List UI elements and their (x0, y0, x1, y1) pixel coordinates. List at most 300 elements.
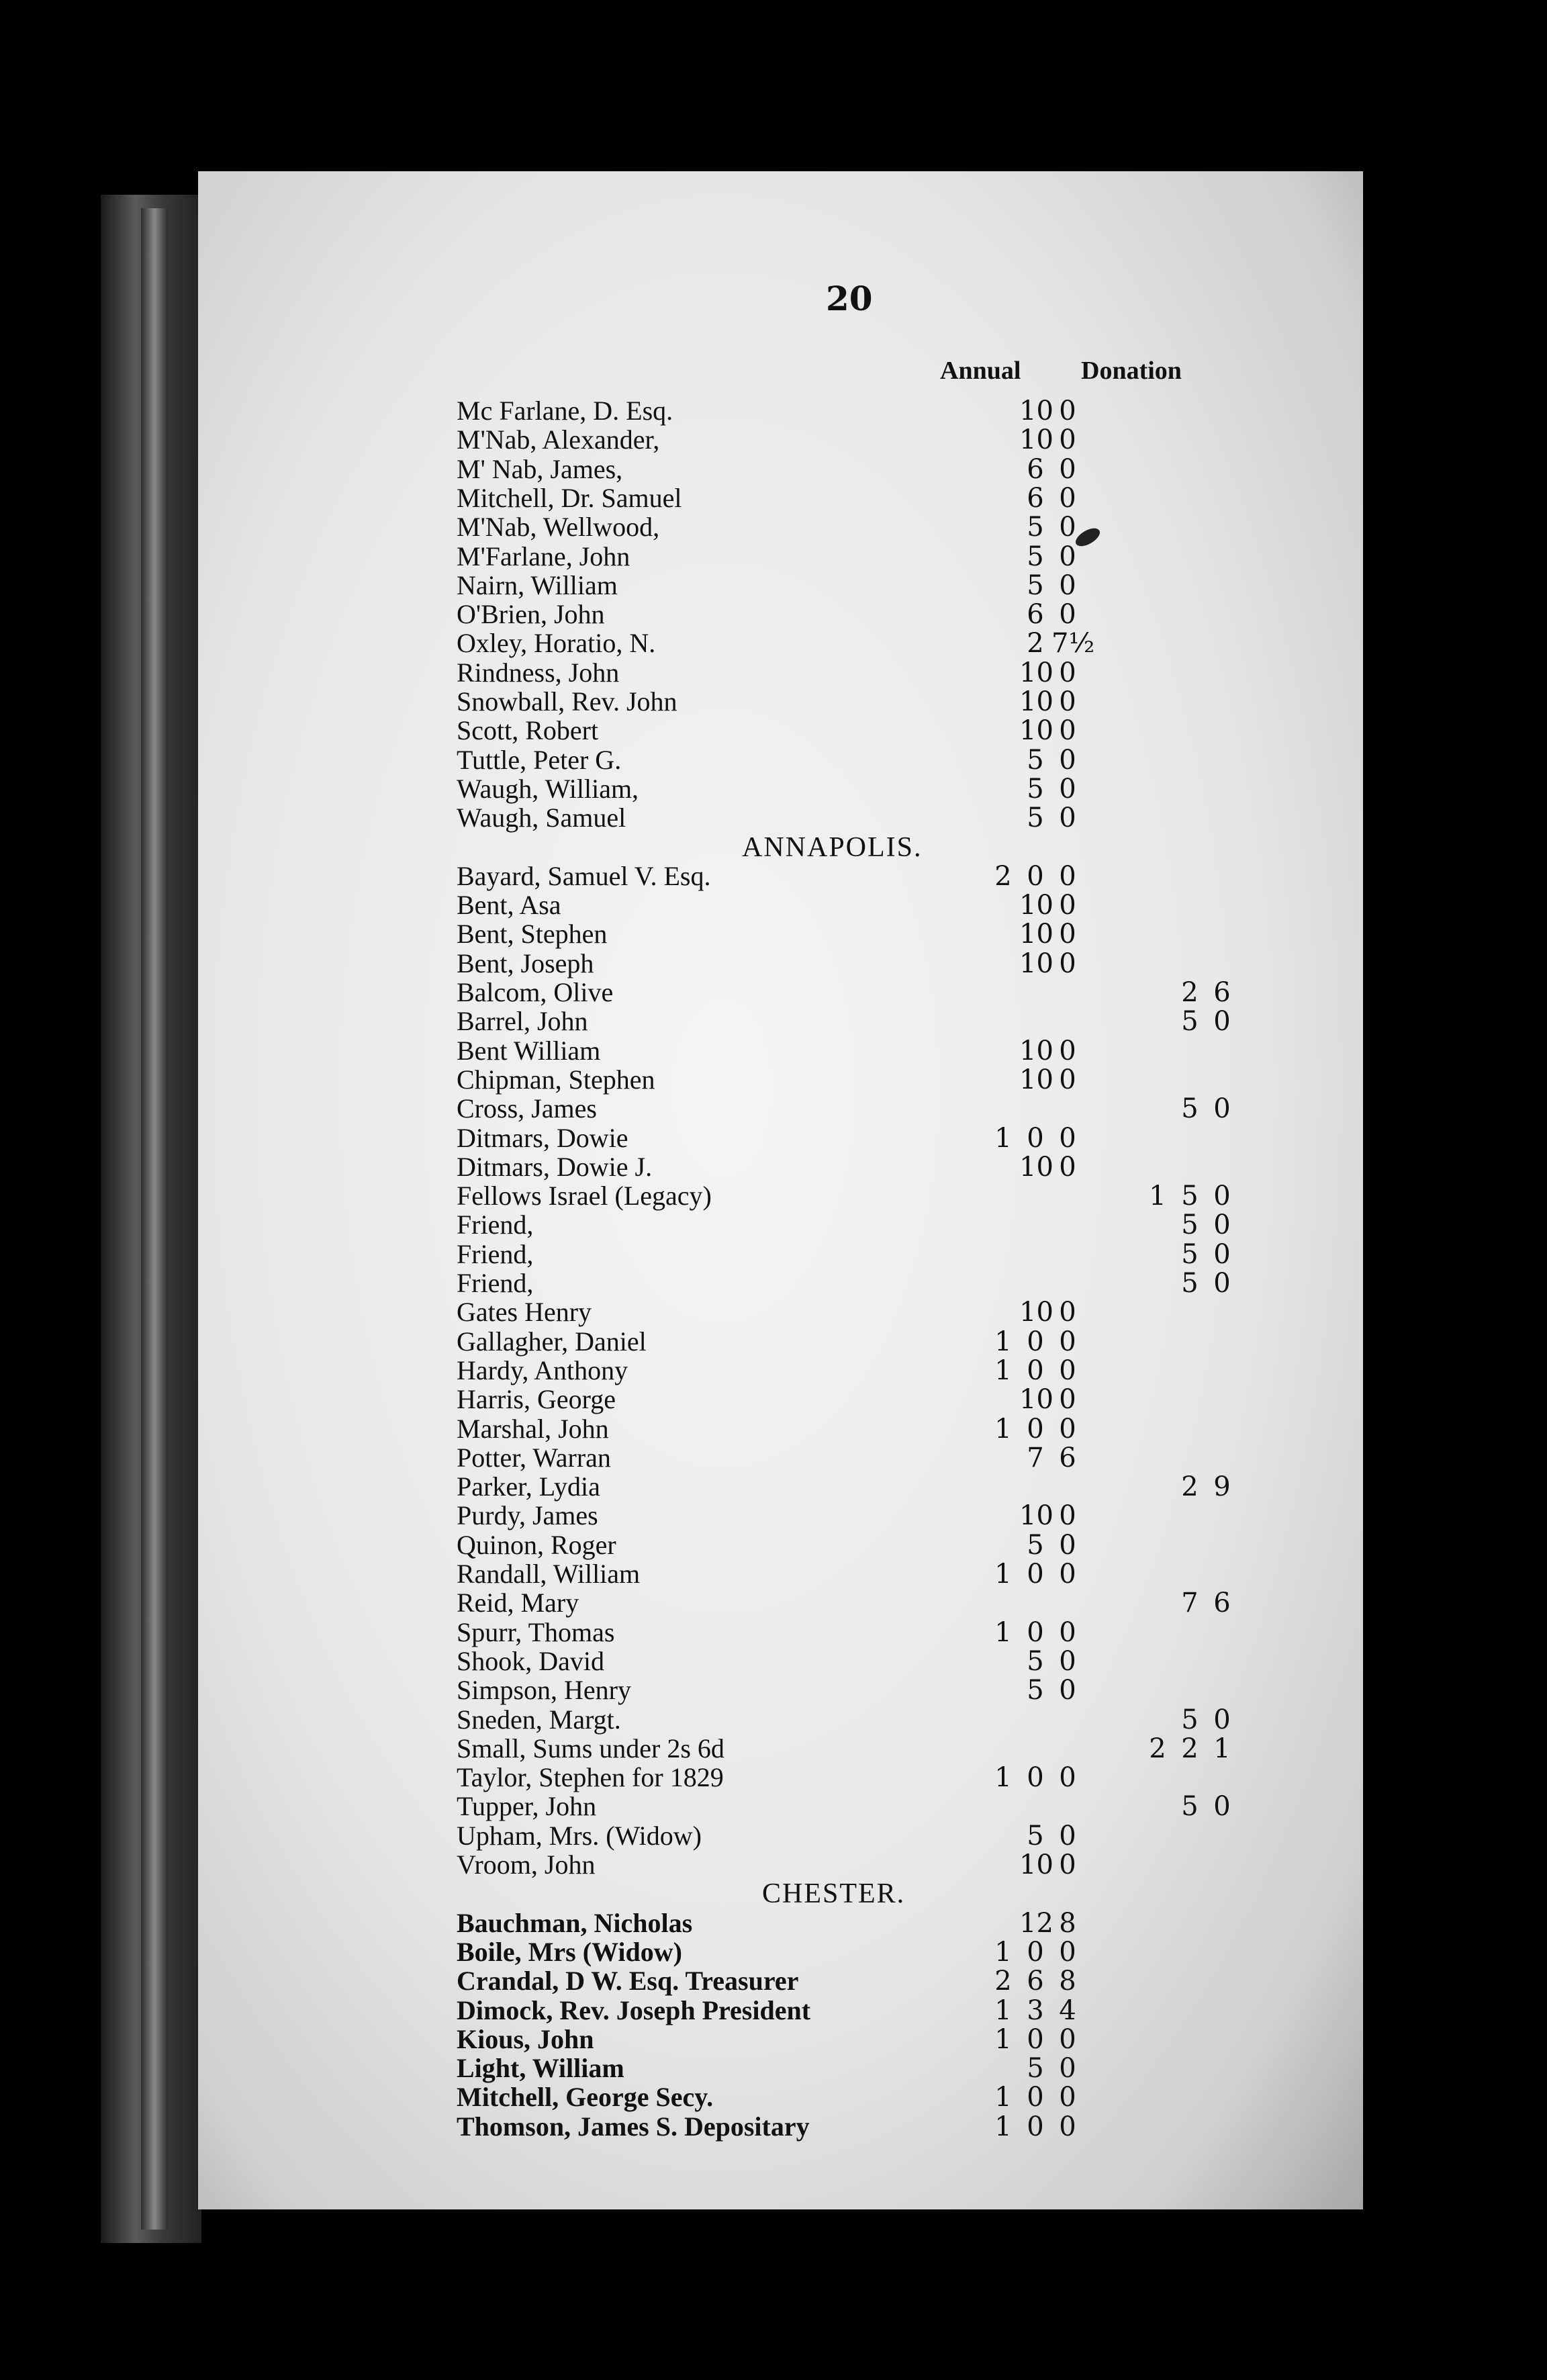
shillings-value: 10 (1019, 1500, 1053, 1532)
list-item (457, 512, 1329, 542)
annual-amount (987, 890, 1121, 920)
pence-value: 0 (1213, 1704, 1231, 1735)
pence-value: 0 (1059, 686, 1076, 717)
list-item (457, 1327, 1329, 1357)
annual-amount (987, 1530, 1121, 1560)
list-item (457, 1240, 1329, 1269)
subscriber-name: Randall, William (457, 1559, 641, 1589)
pounds-value: 1 (994, 1355, 1012, 1386)
donation-amount (1141, 658, 1289, 688)
donation-amount (1141, 2054, 1289, 2083)
donation-column-header: Donation (1081, 357, 1182, 385)
subscriber-name: Barrel, John (457, 1006, 588, 1037)
pence-value: 6 (1213, 1588, 1231, 1619)
pence-value: 6 (1213, 977, 1231, 1008)
donation-amount (1141, 1240, 1289, 1269)
annual-amount (987, 484, 1121, 513)
donation-amount (1141, 862, 1289, 891)
donation-amount (1141, 600, 1289, 629)
list-item (457, 1763, 1329, 1792)
pence-value: 0 (1059, 396, 1076, 426)
annual-amount (987, 716, 1121, 745)
pence-value: 0 (1059, 1936, 1076, 1968)
annual-amount (987, 1501, 1121, 1530)
annual-amount (987, 1385, 1121, 1414)
list-item (457, 2025, 1329, 2054)
shillings-value: 5 (1027, 512, 1044, 543)
subscriber-name: Sneden, Margt. (457, 1704, 621, 1735)
donation-amount (1141, 1414, 1289, 1444)
donation-amount (1141, 542, 1289, 571)
shillings-value: 0 (1027, 1413, 1044, 1445)
annual-amount (987, 1414, 1121, 1444)
subscriber-name: Oxley, Horatio, N. (457, 628, 656, 659)
annual-amount (987, 425, 1121, 455)
list-item (457, 1007, 1329, 1036)
list-item (457, 716, 1329, 745)
pence-value: 9 (1213, 1471, 1231, 1503)
subscriber-name: Cross, James (457, 1093, 597, 1124)
shillings-value: 10 (1019, 396, 1053, 426)
donation-amount (1141, 1269, 1289, 1298)
shillings-value: 5 (1027, 569, 1044, 601)
annual-amount (987, 1356, 1121, 1385)
list-item (457, 2112, 1329, 2142)
subscriber-name: Upham, Mrs. (Widow) (457, 1820, 702, 1851)
subscriber-name: M'Nab, Wellwood, (457, 512, 660, 543)
donation-amount (1141, 803, 1289, 833)
pence-value: 0 (1059, 1384, 1076, 1416)
list-item (457, 1618, 1329, 1647)
list-item (457, 890, 1329, 920)
shillings-value: 10 (1019, 424, 1053, 456)
pence-value: 0 (1059, 1762, 1076, 1794)
list-item (457, 629, 1329, 658)
pence-value: 0 (1059, 1326, 1076, 1357)
pounds-value: 2 (994, 860, 1012, 892)
pounds-value: 1 (994, 1936, 1012, 1968)
donation-amount (1141, 774, 1289, 804)
donation-amount (1141, 949, 1289, 978)
annual-amount (987, 629, 1121, 658)
pence-value: 0 (1059, 657, 1076, 688)
donation-amount (1141, 1996, 1289, 2025)
list-item (457, 542, 1329, 571)
donation-amount (1141, 745, 1289, 775)
shillings-value: 0 (1027, 1326, 1044, 1357)
pence-value: 0 (1059, 1559, 1076, 1590)
list-item (457, 1705, 1329, 1735)
pence-value: 0 (1059, 1035, 1076, 1066)
shillings-value: 5 (1027, 1645, 1044, 1677)
list-item (457, 455, 1329, 484)
donation-amount (1141, 1763, 1289, 1792)
shillings-value: 0 (1027, 2082, 1044, 2113)
donation-amount (1141, 1647, 1289, 1676)
list-item (457, 1588, 1329, 1618)
pence-value: 0 (1059, 1297, 1076, 1328)
pence-value: 0 (1059, 1529, 1076, 1561)
subscriber-name: Gates Henry (457, 1297, 592, 1328)
shillings-value: 5 (1027, 2053, 1044, 2085)
subscriber-name: Bent, Asa (457, 890, 561, 921)
page-number: 20 (826, 279, 873, 318)
pounds-value: 1 (1149, 1181, 1166, 1212)
donation-amount (1141, 1065, 1289, 1095)
list-item (457, 571, 1329, 600)
list-item (457, 1909, 1329, 1938)
pence-value: 0 (1059, 424, 1076, 456)
pence-value: 8 (1059, 1966, 1076, 1997)
pounds-value: 1 (994, 2111, 1012, 2142)
pence-value: 0 (1213, 1181, 1231, 1212)
donation-amount (1141, 1210, 1289, 1240)
shillings-value: 6 (1027, 482, 1044, 514)
shillings-value: 5 (1027, 803, 1044, 834)
pence-value: 0 (1059, 1820, 1076, 1851)
pounds-value: 1 (994, 1413, 1012, 1445)
list-item (457, 1734, 1329, 1764)
donation-amount (1141, 890, 1289, 920)
donation-amount (1141, 1850, 1289, 1880)
subscriber-name: Waugh, Samuel (457, 803, 626, 833)
pence-value: 0 (1059, 803, 1076, 834)
donation-amount (1141, 1559, 1289, 1589)
annual-amount (987, 1996, 1121, 2025)
annual-amount (987, 455, 1121, 484)
donation-amount (1141, 1152, 1289, 1182)
shillings-value: 0 (1027, 2023, 1044, 2055)
list-item (457, 658, 1329, 688)
list-item (457, 1676, 1329, 1705)
subscriber-name: Harris, George (457, 1384, 616, 1415)
donation-amount (1141, 1792, 1289, 1821)
donation-amount (1141, 1734, 1289, 1764)
book-page (198, 171, 1363, 2209)
pence-value: 0 (1059, 773, 1076, 805)
annual-amount (987, 1734, 1121, 1764)
subscriber-name: Rindness, John (457, 657, 620, 688)
pence-value: 0 (1213, 1238, 1231, 1270)
pence-value: 6 (1059, 1442, 1076, 1473)
subscriber-name: Nairn, William (457, 569, 618, 600)
subscriber-name: Shook, David (457, 1645, 604, 1676)
donation-amount (1141, 978, 1289, 1007)
shillings-value: 2 (1181, 1733, 1199, 1764)
donation-amount (1141, 484, 1289, 513)
list-item (457, 1297, 1329, 1327)
shillings-value: 10 (1019, 1151, 1053, 1183)
shillings-value: 0 (1027, 2111, 1044, 2142)
list-item (457, 484, 1329, 513)
pence-value: 4 (1059, 1995, 1076, 2026)
pence-value: 0 (1059, 1064, 1076, 1095)
pence-value: 0 (1059, 541, 1076, 572)
subscriber-name: Gallagher, Daniel (457, 1326, 647, 1357)
donation-amount (1141, 1007, 1289, 1036)
annual-amount (987, 1269, 1121, 1298)
annual-amount (987, 1821, 1121, 1851)
subscriber-name: Ditmars, Dowie J. (457, 1151, 653, 1182)
list-item (457, 978, 1329, 1007)
subscriber-name: Potter, Warran (457, 1442, 611, 1473)
shillings-value: 5 (1027, 744, 1044, 776)
donation-amount (1141, 1181, 1289, 1211)
shillings-value: 5 (1181, 1238, 1199, 1270)
pounds-value: 1 (994, 1326, 1012, 1357)
pence-value: 0 (1059, 1645, 1076, 1677)
donation-amount (1141, 512, 1289, 542)
list-item (457, 1065, 1329, 1095)
annual-amount (987, 2054, 1121, 2083)
annual-amount (987, 1792, 1121, 1821)
annual-amount (987, 1937, 1121, 1967)
annual-amount (987, 1007, 1121, 1036)
shillings-value: 6 (1027, 453, 1044, 485)
list-item (457, 1094, 1329, 1124)
list-item (457, 1385, 1329, 1414)
list-item (457, 1647, 1329, 1676)
pounds-value: 1 (994, 1559, 1012, 1590)
subscriber-name: Mitchell, Dr. Samuel (457, 482, 682, 513)
subscriber-name: Friend, (457, 1268, 534, 1298)
subscriber-name: Vroom, John (457, 1849, 596, 1880)
pence-value: 0 (1213, 1268, 1231, 1299)
section-heading: ANNAPOLIS. (742, 831, 923, 863)
subscriber-name: Fellows Israel (Legacy) (457, 1181, 712, 1211)
donation-amount (1141, 1588, 1289, 1618)
annual-amount (987, 2025, 1121, 2054)
list-item (457, 1966, 1329, 1996)
list-item (457, 774, 1329, 804)
list-item (457, 1821, 1329, 1851)
shillings-value: 5 (1027, 1529, 1044, 1561)
pence-value: 0 (1213, 1006, 1231, 1038)
shillings-value: 5 (1181, 1268, 1199, 1299)
donation-amount (1141, 1937, 1289, 1967)
donation-amount (1141, 455, 1289, 484)
annual-amount (987, 1065, 1121, 1095)
annual-amount (987, 1618, 1121, 1647)
shillings-value: 10 (1019, 890, 1053, 921)
shillings-value: 7 (1027, 1442, 1044, 1473)
annual-amount (987, 1850, 1121, 1880)
subscriber-name: Parker, Lydia (457, 1471, 600, 1502)
donation-amount (1141, 1356, 1289, 1385)
shillings-value: 5 (1181, 1791, 1199, 1823)
pounds-value: 1 (994, 1616, 1012, 1648)
list-item (457, 803, 1329, 833)
pence-value: 0 (1059, 599, 1076, 631)
donation-amount (1141, 1094, 1289, 1124)
subscriber-name: Light, William (457, 2053, 624, 2084)
shillings-value: 0 (1027, 860, 1044, 892)
donation-amount (1141, 1501, 1289, 1530)
annual-amount (987, 396, 1121, 426)
subscriber-name: M'Farlane, John (457, 541, 630, 571)
annual-amount (987, 1327, 1121, 1357)
pence-value: 0 (1213, 1093, 1231, 1125)
annual-amount (987, 949, 1121, 978)
shillings-value: 0 (1027, 1762, 1044, 1794)
annual-amount (987, 600, 1121, 629)
subscriber-name: Chipman, Stephen (457, 1064, 655, 1095)
annual-amount (987, 1763, 1121, 1792)
subscriber-name: Ditmars, Dowie (457, 1122, 628, 1153)
shillings-value: 5 (1181, 1181, 1199, 1212)
subscriber-name: Thomson, James S. Depositary (457, 2111, 810, 2142)
pence-value: 0 (1059, 1675, 1076, 1706)
shillings-value: 10 (1019, 1297, 1053, 1328)
annual-column-header: Annual (940, 357, 1021, 385)
shillings-value: 2 (1027, 628, 1044, 659)
pence-value: 1 (1213, 1733, 1231, 1764)
subscriber-name: Bauchman, Nicholas (457, 1907, 693, 1938)
donation-amount (1141, 1705, 1289, 1735)
pence-value: 8 (1059, 1907, 1076, 1939)
shillings-value: 0 (1027, 1355, 1044, 1386)
subscriber-name: Taylor, Stephen for 1829 (457, 1762, 724, 1793)
list-item (457, 1443, 1329, 1473)
donation-amount (1141, 396, 1289, 426)
pence-value: 0 (1059, 1500, 1076, 1532)
pence-value: 0 (1059, 1616, 1076, 1648)
pence-value: 0 (1059, 512, 1076, 543)
shillings-value: 0 (1027, 1936, 1044, 1968)
list-item (457, 1414, 1329, 1444)
pence-value: 0 (1059, 2023, 1076, 2055)
donation-amount (1141, 1909, 1289, 1938)
shillings-value: 10 (1019, 919, 1053, 950)
pounds-value: 2 (994, 1966, 1012, 1997)
pence-value: 0 (1059, 919, 1076, 950)
donation-amount (1141, 687, 1289, 717)
subscriber-name: Snowball, Rev. John (457, 686, 677, 717)
subscriber-name: Friend, (457, 1209, 534, 1240)
annual-amount (987, 2112, 1121, 2142)
shillings-value: 10 (1019, 657, 1053, 688)
list-item (457, 949, 1329, 978)
annual-amount (987, 745, 1121, 775)
list-item (457, 1501, 1329, 1530)
donation-amount (1141, 2025, 1289, 2054)
shillings-value: 0 (1027, 1122, 1044, 1154)
annual-amount (987, 862, 1121, 891)
shillings-value: 10 (1019, 1384, 1053, 1416)
pence-value: 0 (1059, 1413, 1076, 1445)
annual-amount (987, 1705, 1121, 1735)
list-item (457, 745, 1329, 775)
pence-value: 0 (1059, 2111, 1076, 2142)
list-item (457, 1152, 1329, 1182)
list-item (457, 1559, 1329, 1589)
donation-amount (1141, 1385, 1289, 1414)
donation-amount (1141, 1676, 1289, 1705)
list-item (457, 1530, 1329, 1560)
donation-amount (1141, 919, 1289, 949)
list-item (457, 1472, 1329, 1502)
pounds-value: 1 (994, 1122, 1012, 1154)
pence-value: 0 (1213, 1791, 1231, 1823)
shillings-value: 10 (1019, 1035, 1053, 1066)
subscriber-name: Bent William (457, 1035, 601, 1066)
shillings-value: 5 (1181, 1093, 1199, 1125)
shillings-value: 12 (1019, 1907, 1053, 1939)
book-page-edges (141, 208, 168, 2230)
shillings-value: 10 (1019, 715, 1053, 747)
annual-amount (987, 1559, 1121, 1589)
shillings-value: 5 (1181, 1209, 1199, 1241)
pounds-value: 1 (994, 1995, 1012, 2026)
list-item (457, 600, 1329, 629)
subscriber-name: Waugh, William, (457, 773, 639, 804)
subscriber-name: M'Nab, Alexander, (457, 424, 660, 455)
annual-amount (987, 1647, 1121, 1676)
pence-value: 0 (1059, 1355, 1076, 1386)
shillings-value: 5 (1027, 541, 1044, 572)
donation-amount (1141, 1821, 1289, 1851)
shillings-value: 0 (1027, 1559, 1044, 1590)
pence-value: 0 (1059, 948, 1076, 979)
subscriber-name: Reid, Mary (457, 1588, 579, 1618)
donation-amount (1141, 1472, 1289, 1502)
annual-amount (987, 774, 1121, 804)
subscriber-name: Bent, Joseph (457, 948, 594, 978)
subscriber-name: Tupper, John (457, 1791, 597, 1822)
donation-amount (1141, 716, 1289, 745)
shillings-value: 2 (1181, 1471, 1199, 1503)
subscriber-name: M' Nab, James, (457, 453, 623, 484)
shillings-value: 0 (1027, 1616, 1044, 1648)
donation-amount (1141, 1966, 1289, 1996)
list-item (457, 862, 1329, 891)
donation-amount (1141, 2112, 1289, 2142)
subscriber-name: Purdy, James (457, 1500, 598, 1531)
pence-value: 0 (1059, 744, 1076, 776)
shillings-value: 5 (1181, 1704, 1199, 1735)
list-item (457, 1124, 1329, 1153)
annual-amount (987, 2082, 1121, 2112)
pence-value: 0 (1059, 482, 1076, 514)
list-item (457, 1850, 1329, 1880)
annual-amount (987, 687, 1121, 717)
subscriber-name: Simpson, Henry (457, 1675, 631, 1706)
subscriber-name: Mitchell, George Secy. (457, 2082, 714, 2113)
subscriber-name: Mc Farlane, D. Esq. (457, 396, 673, 426)
donation-amount (1141, 2082, 1289, 2112)
annual-amount (987, 1181, 1121, 1211)
donation-amount (1141, 1124, 1289, 1153)
subscriber-name: Marshal, John (457, 1413, 609, 1444)
annual-amount (987, 1588, 1121, 1618)
shillings-value: 10 (1019, 1064, 1053, 1095)
donation-amount (1141, 1036, 1289, 1066)
annual-amount (987, 978, 1121, 1007)
pence-value: 0 (1213, 1209, 1231, 1241)
list-item (457, 687, 1329, 717)
annual-amount (987, 1094, 1121, 1124)
list-item (457, 1210, 1329, 1240)
pence-value: 0 (1059, 453, 1076, 485)
list-item (457, 919, 1329, 949)
list-item (457, 1269, 1329, 1298)
annual-amount (987, 1676, 1121, 1705)
annual-amount (987, 512, 1121, 542)
annual-amount (987, 1152, 1121, 1182)
list-item (457, 1356, 1329, 1385)
list-item (457, 2082, 1329, 2112)
pence-value: 0 (1059, 2082, 1076, 2113)
